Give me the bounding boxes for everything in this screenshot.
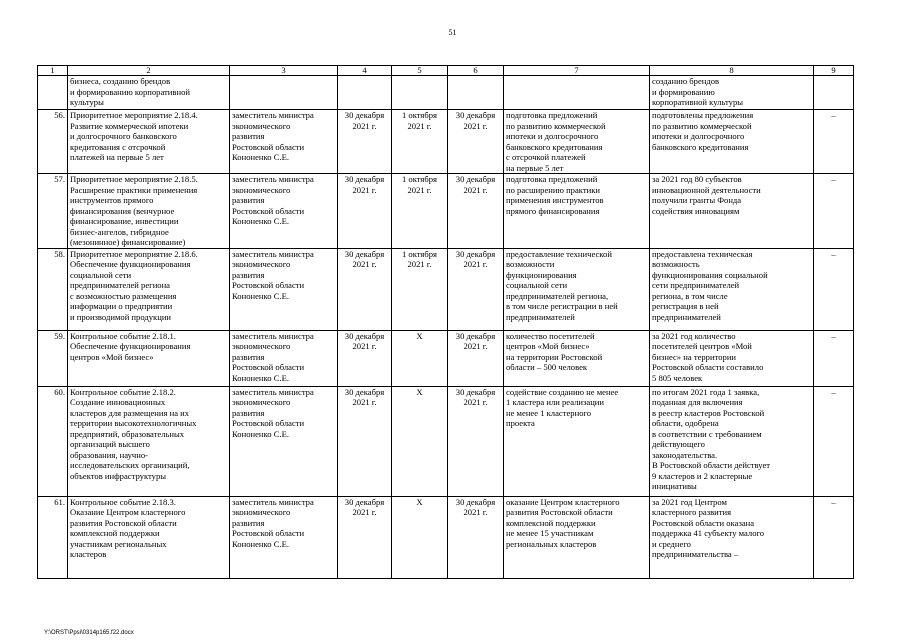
page-number: 51 bbox=[448, 28, 457, 37]
cell-text-line: Контрольное событие 2.18.1. bbox=[70, 330, 176, 341]
cell-text-line: 2021 г. bbox=[352, 120, 377, 131]
measure-name-cell bbox=[68, 330, 230, 386]
cell-text-line: и формированию корпоративной bbox=[70, 86, 190, 97]
planned-end-date-cell bbox=[338, 174, 392, 249]
cell-text-line: заместитель министра bbox=[232, 110, 314, 120]
actual-start-date-cell bbox=[392, 110, 448, 174]
cell-text-line: 30 декабря bbox=[344, 110, 385, 120]
cell-text-line: Ростовской области составило bbox=[652, 362, 764, 372]
cell-text-line: развития bbox=[232, 131, 265, 141]
cell-text-line: и производимой продукции bbox=[70, 311, 172, 322]
cell-text-line: 9 кластеров и 2 кластерные bbox=[652, 470, 753, 481]
cell-text-line: развития bbox=[232, 269, 265, 280]
cell-text-line: инструментов прямого bbox=[70, 195, 154, 205]
cell-text-line: Контрольное событие 2.18.3. bbox=[70, 496, 176, 507]
cell-text-line: 30 декабря bbox=[344, 248, 385, 259]
notes-cell: – bbox=[814, 110, 854, 174]
row-number-cell: 60. bbox=[38, 386, 68, 496]
cell-text-line: возможность bbox=[652, 259, 700, 269]
cell-text-line: комплексной поддержки bbox=[506, 517, 596, 528]
cell-text-line: с возможностью размещения bbox=[70, 290, 177, 301]
cell-text-line: Ростовской области bbox=[232, 418, 305, 428]
cell-text-line: бизнес-ангелов, гибридное bbox=[70, 226, 169, 237]
cell-text-line: 30 декабря bbox=[455, 174, 496, 184]
cell-text-line: предпринимательства – bbox=[652, 549, 739, 559]
cell-text-line: в том числе регистрации в ней bbox=[506, 301, 618, 311]
expected-result-cell bbox=[504, 386, 650, 496]
cell-text-line: Создание инновационных bbox=[70, 397, 166, 407]
cell-text-line: 2021 г. bbox=[463, 341, 488, 351]
cell-text-line: (мезонинное) финансирование) bbox=[70, 237, 186, 247]
cell-text-line: Кононенко С.Е. bbox=[232, 152, 289, 162]
actual-start-date-cell bbox=[392, 386, 448, 496]
cell-text-line: поддержка 41 субъекту малого bbox=[652, 528, 765, 538]
cell-text-line: 30 декабря bbox=[455, 248, 496, 259]
measure-name-cell bbox=[68, 76, 230, 110]
cell-text-line: платежей на первые 5 лет bbox=[70, 152, 164, 162]
achieved-result-cell bbox=[650, 496, 814, 578]
column-header: 1 bbox=[38, 66, 68, 76]
cell-text-line: в соответствии с требованием bbox=[652, 428, 762, 439]
file-path-footer: Y:\ORST\Ppsi\0314p165.f22.docx bbox=[44, 630, 134, 636]
cell-text-line: заместитель министра bbox=[232, 330, 314, 341]
measure-name-cell bbox=[68, 386, 230, 496]
cell-text-line: В Ростовской области действует bbox=[652, 460, 771, 470]
cell-text-line: с отсрочкой платежей bbox=[506, 152, 586, 162]
cell-text-line: социальной сети bbox=[70, 269, 132, 280]
cell-text-line: бизнес» на территории bbox=[652, 351, 737, 362]
cell-text-line: Ростовской области bbox=[232, 280, 305, 290]
cell-text-line: Х bbox=[416, 386, 423, 397]
table-row bbox=[38, 76, 854, 110]
cell-text-line: 2021 г. bbox=[352, 341, 377, 351]
notes-cell: – bbox=[814, 174, 854, 249]
achieved-result-cell bbox=[650, 386, 814, 496]
cell-text-line: 2021 г. bbox=[463, 397, 488, 407]
cell-text-line: 30 декабря bbox=[455, 330, 496, 341]
cell-text-line: законодательства. bbox=[652, 449, 718, 460]
cell-text-line: содействия инновациям bbox=[652, 205, 740, 216]
cell-text-line: развития bbox=[232, 351, 265, 362]
cell-text-line: кредитования с отсрочкой bbox=[70, 141, 166, 152]
actual-end-date-cell bbox=[448, 496, 504, 578]
cell-text-line: инициативы bbox=[652, 481, 697, 491]
cell-text-line: Приоритетное мероприятие 2.18.4. bbox=[70, 110, 198, 120]
cell-text-line: Обеспечение функционирования bbox=[70, 341, 191, 351]
cell-text-line: Ростовской области bbox=[232, 362, 305, 372]
cell-text-line: по развитию коммерческой bbox=[652, 120, 752, 131]
row-number-cell: 59. bbox=[38, 330, 68, 386]
cell-text-line: 30 декабря bbox=[344, 386, 385, 397]
cell-text-line: финансирование, инвестиции bbox=[70, 216, 179, 226]
cell-text-line: 2021 г. bbox=[407, 120, 432, 131]
cell-text-line: Оказание Центром кластерного bbox=[70, 507, 186, 517]
cell-text-line: Развитие коммерческой ипотеки bbox=[70, 120, 189, 131]
cell-text-line: регистрация в ней bbox=[652, 301, 719, 311]
cell-text-line: 1 октября bbox=[401, 248, 438, 259]
cell-text-line: Кононенко С.Е. bbox=[232, 428, 289, 439]
column-header: 3 bbox=[230, 66, 338, 76]
cell-text-line: Приоритетное мероприятие 2.18.5. bbox=[70, 174, 198, 184]
expected-result-cell bbox=[504, 110, 650, 174]
column-header: 7 bbox=[504, 66, 650, 76]
measure-name-cell bbox=[68, 174, 230, 249]
cell-text-line: области, одобрена bbox=[652, 418, 719, 428]
cell-text-line: оказание Центром кластерного bbox=[506, 496, 620, 507]
achieved-result-cell bbox=[650, 76, 814, 110]
cell-text-line: финансирования (венчурное bbox=[70, 205, 175, 216]
cell-text-line: Кононенко С.Е. bbox=[232, 538, 289, 549]
actual-start-date-cell bbox=[392, 330, 448, 386]
measure-name-cell bbox=[68, 110, 230, 174]
expected-result-cell bbox=[504, 174, 650, 249]
cell-text-line: региона, в том числе bbox=[652, 290, 728, 301]
cell-text-line: исследовательских организаций, bbox=[70, 460, 190, 470]
cell-text-line: предпринимателей bbox=[506, 311, 575, 322]
cell-text-line: 1 октября bbox=[401, 110, 438, 120]
row-number-cell: 58. bbox=[38, 248, 68, 330]
cell-text-line: 2021 г. bbox=[352, 397, 377, 407]
expected-result-cell bbox=[504, 330, 650, 386]
planned-end-date-cell bbox=[338, 76, 392, 110]
cell-text-line: и среднего bbox=[652, 538, 691, 549]
actual-end-date-cell bbox=[448, 330, 504, 386]
cell-text-line: образования, научно- bbox=[70, 449, 148, 460]
cell-text-line: региональных кластеров bbox=[506, 538, 597, 549]
responsible-cell bbox=[230, 110, 338, 174]
cell-text-line: социальной сети bbox=[506, 280, 568, 290]
cell-text-line: развития Ростовской области bbox=[70, 517, 177, 528]
planned-end-date-cell bbox=[338, 330, 392, 386]
column-header: 2 bbox=[68, 66, 230, 76]
cell-text-line: предпринимателей региона, bbox=[506, 290, 609, 301]
cell-text-line: 30 декабря bbox=[455, 496, 496, 507]
cell-text-line: объектов инфраструктуры bbox=[70, 470, 167, 481]
row-number-cell: 61. bbox=[38, 496, 68, 578]
actual-start-date-cell bbox=[392, 248, 448, 330]
cell-text-line: заместитель министра bbox=[232, 248, 314, 259]
table-header-row bbox=[38, 66, 854, 76]
achieved-result-cell bbox=[650, 248, 814, 330]
cell-text-line: инновационной деятельности bbox=[652, 184, 761, 195]
cell-text-line: получили гранты Фонда bbox=[652, 195, 742, 205]
expected-result-cell bbox=[504, 76, 650, 110]
cell-text-line: развития bbox=[232, 517, 265, 528]
row-number-cell: 56. bbox=[38, 110, 68, 174]
plan-table bbox=[37, 65, 854, 579]
actual-start-date-cell bbox=[392, 76, 448, 110]
responsible-cell bbox=[230, 330, 338, 386]
cell-text-line: и формированию bbox=[652, 86, 715, 97]
cell-text-line: 2021 г. bbox=[352, 184, 377, 195]
cell-text-line: центров «Мой бизнес» bbox=[70, 351, 154, 362]
cell-text-line: Ростовской области bbox=[232, 528, 305, 538]
cell-text-line: Расширение практики применения bbox=[70, 184, 198, 195]
cell-text-line: бизнеса, созданию брендов bbox=[70, 76, 171, 86]
cell-text-line: посетителей центров «Мой bbox=[652, 341, 752, 351]
cell-text-line: по итогам 2021 года 1 заявка, bbox=[652, 386, 760, 397]
cell-text-line: 2021 г. bbox=[463, 259, 488, 269]
actual-end-date-cell bbox=[448, 76, 504, 110]
cell-text-line: предпринимателей bbox=[652, 311, 721, 322]
actual-start-date-cell bbox=[392, 174, 448, 249]
cell-text-line: комплексной поддержки bbox=[70, 528, 160, 538]
cell-text-line: не менее 15 участникам bbox=[506, 528, 594, 538]
cell-text-line: созданию брендов bbox=[652, 76, 720, 86]
cell-text-line: 2021 г. bbox=[463, 120, 488, 131]
cell-text-line: 30 декабря bbox=[455, 110, 496, 120]
cell-text-line: предоставление технической bbox=[506, 248, 612, 259]
cell-text-line: центров «Мой бизнес» bbox=[506, 341, 590, 351]
column-header: 6 bbox=[448, 66, 504, 76]
planned-end-date-cell bbox=[338, 496, 392, 578]
cell-text-line: участникам региональных bbox=[70, 538, 167, 549]
achieved-result-cell bbox=[650, 174, 814, 249]
cell-text-line: Контрольное событие 2.18.2. bbox=[70, 386, 176, 397]
cell-text-line: предпринимателей региона bbox=[70, 280, 170, 290]
cell-text-line: территории высокотехнологичных bbox=[70, 418, 197, 428]
cell-text-line: экономического bbox=[232, 120, 291, 131]
expected-result-cell bbox=[504, 496, 650, 578]
cell-text-line: сети предпринимателей bbox=[652, 280, 740, 290]
cell-text-line: подготовлены предложения bbox=[652, 110, 754, 120]
cell-text-line: по развитию коммерческой bbox=[506, 120, 606, 131]
table-row bbox=[38, 496, 854, 578]
measure-name-cell bbox=[68, 248, 230, 330]
cell-text-line: Ростовской области bbox=[232, 141, 305, 152]
cell-text-line: содействие созданию не менее bbox=[506, 386, 619, 397]
cell-text-line: Х bbox=[416, 496, 423, 507]
column-header: 4 bbox=[338, 66, 392, 76]
cell-text-line: 30 декабря bbox=[344, 496, 385, 507]
cell-text-line: и долгосрочного банковского bbox=[70, 131, 177, 141]
cell-text-line: организаций высшего bbox=[70, 439, 150, 449]
cell-text-line: не менее 1 кластерного bbox=[506, 407, 592, 418]
planned-end-date-cell bbox=[338, 386, 392, 496]
cell-text-line: на территории Ростовской bbox=[506, 351, 603, 362]
cell-text-line: развития Ростовской области bbox=[506, 507, 613, 517]
cell-text-line: банковского кредитования bbox=[652, 141, 749, 152]
column-header: 5 bbox=[392, 66, 448, 76]
planned-end-date-cell bbox=[338, 110, 392, 174]
cell-text-line: применения инструментов bbox=[506, 195, 604, 205]
cell-text-line: в реестр кластеров Ростовской bbox=[652, 407, 765, 418]
cell-text-line: экономического bbox=[232, 507, 291, 517]
expected-result-cell bbox=[504, 248, 650, 330]
cell-text-line: за 2021 год Центром bbox=[652, 496, 727, 507]
cell-text-line: Приоритетное мероприятие 2.18.6. bbox=[70, 248, 198, 259]
cell-text-line: за 2021 год количество bbox=[652, 330, 736, 341]
cell-text-line: заместитель министра bbox=[232, 386, 314, 397]
cell-text-line: проекта bbox=[506, 418, 535, 428]
cell-text-line: предприятий, образовательных bbox=[70, 428, 185, 439]
actual-end-date-cell bbox=[448, 248, 504, 330]
responsible-cell bbox=[230, 76, 338, 110]
row-number-cell bbox=[38, 76, 68, 110]
achieved-result-cell bbox=[650, 110, 814, 174]
cell-text-line: заместитель министра bbox=[232, 174, 314, 184]
cell-text-line: по расширению практики bbox=[506, 184, 600, 195]
cell-text-line: заместитель министра bbox=[232, 496, 314, 507]
notes-cell: – bbox=[814, 386, 854, 496]
cell-text-line: ипотеки и долгосрочного bbox=[652, 131, 745, 141]
cell-text-line: Ростовской области bbox=[232, 205, 305, 216]
cell-text-line: банковского кредитования bbox=[506, 141, 603, 152]
cell-text-line: информации о предприятии bbox=[70, 301, 173, 311]
cell-text-line: кластеров для размещения на их bbox=[70, 407, 190, 418]
planned-end-date-cell bbox=[338, 248, 392, 330]
cell-text-line: 2021 г. bbox=[463, 507, 488, 517]
cell-text-line: количество посетителей bbox=[506, 330, 595, 341]
column-header: 9 bbox=[814, 66, 854, 76]
measure-name-cell bbox=[68, 496, 230, 578]
cell-text-line: возможности bbox=[506, 259, 555, 269]
notes-cell: – bbox=[814, 330, 854, 386]
cell-text-line: культуры bbox=[70, 97, 104, 107]
responsible-cell bbox=[230, 386, 338, 496]
cell-text-line: Кононенко С.Е. bbox=[232, 372, 289, 383]
cell-text-line: Кононенко С.Е. bbox=[232, 290, 289, 301]
cell-text-line: экономического bbox=[232, 259, 291, 269]
cell-text-line: за 2021 год 80 субъектов bbox=[652, 174, 742, 184]
cell-text-line: прямого финансирования bbox=[506, 205, 600, 216]
cell-text-line: области – 500 человек bbox=[506, 362, 588, 372]
responsible-cell bbox=[230, 496, 338, 578]
table-row bbox=[38, 386, 854, 496]
actual-end-date-cell bbox=[448, 110, 504, 174]
cell-text-line: 1 октября bbox=[401, 174, 438, 184]
cell-text-line: корпоративной культуры bbox=[652, 97, 744, 107]
cell-text-line: 30 декабря bbox=[344, 330, 385, 341]
cell-text-line: экономического bbox=[232, 184, 291, 195]
cell-text-line: развития bbox=[232, 407, 265, 418]
cell-text-line: 30 декабря bbox=[344, 174, 385, 184]
cell-text-line: развития bbox=[232, 195, 265, 205]
cell-text-line: подготовка предложений bbox=[506, 174, 598, 184]
row-number-cell: 57. bbox=[38, 174, 68, 249]
cell-text-line: 1 кластера или реализации bbox=[506, 397, 605, 407]
cell-text-line: подготовка предложений bbox=[506, 110, 598, 120]
responsible-cell bbox=[230, 174, 338, 249]
cell-text-line: кластерного развития bbox=[652, 507, 732, 517]
notes-cell bbox=[814, 76, 854, 110]
table-row bbox=[38, 174, 854, 249]
cell-text-line: ипотеки и долгосрочного bbox=[506, 131, 599, 141]
notes-cell: – bbox=[814, 496, 854, 578]
cell-text-line: предоставлена техническая bbox=[652, 248, 753, 259]
cell-text-line: 2021 г. bbox=[352, 259, 377, 269]
cell-text-line: действующего bbox=[652, 439, 705, 449]
actual-start-date-cell bbox=[392, 496, 448, 578]
cell-text-line: Ростовской области оказана bbox=[652, 517, 755, 528]
table-row bbox=[38, 248, 854, 330]
cell-text-line: Обеспечение функционирования bbox=[70, 259, 191, 269]
cell-text-line: экономического bbox=[232, 341, 291, 351]
cell-text-line: Кононенко С.Е. bbox=[232, 216, 289, 226]
cell-text-line: 2021 г. bbox=[407, 259, 432, 269]
cell-text-line: 30 декабря bbox=[455, 386, 496, 397]
cell-text-line: экономического bbox=[232, 397, 291, 407]
actual-end-date-cell bbox=[448, 174, 504, 249]
cell-text-line: 5 805 человек bbox=[652, 372, 703, 383]
cell-text-line: Х bbox=[416, 330, 423, 341]
cell-text-line: 2021 г. bbox=[463, 184, 488, 195]
notes-cell: – bbox=[814, 248, 854, 330]
cell-text-line: функционирования bbox=[506, 269, 577, 280]
achieved-result-cell bbox=[650, 330, 814, 386]
cell-text-line: на первые 5 лет bbox=[506, 162, 564, 173]
cell-text-line: 2021 г. bbox=[407, 184, 432, 195]
table-row bbox=[38, 330, 854, 386]
actual-end-date-cell bbox=[448, 386, 504, 496]
cell-text-line: функционирования социальной bbox=[652, 269, 768, 280]
cell-text-line: кластеров bbox=[70, 549, 107, 559]
column-header: 8 bbox=[650, 66, 814, 76]
cell-text-line: 2021 г. bbox=[352, 507, 377, 517]
responsible-cell bbox=[230, 248, 338, 330]
table-row bbox=[38, 110, 854, 174]
cell-text-line: поданная для включения bbox=[652, 397, 743, 407]
